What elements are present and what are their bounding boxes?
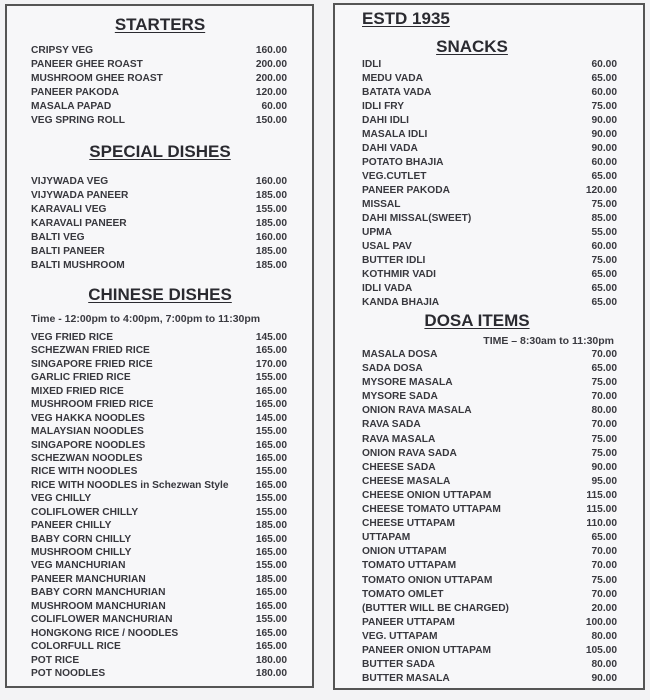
menu-item-price: 90.00 bbox=[591, 129, 617, 140]
menu-item-name: COLIFLOWER MANCHURIAN bbox=[31, 614, 173, 626]
menu-item bbox=[362, 644, 617, 658]
menu-item bbox=[362, 184, 617, 198]
menu-item bbox=[31, 654, 287, 667]
menu-item-price: 145.00 bbox=[255, 412, 287, 424]
menu-item-price: 165.00 bbox=[255, 600, 287, 612]
menu-item-price: 60.00 bbox=[261, 101, 287, 112]
menu-item bbox=[31, 344, 287, 357]
menu-item-name: BALTI PANEER bbox=[31, 246, 105, 257]
menu-item bbox=[31, 259, 287, 273]
menu-item-price: 155.00 bbox=[255, 560, 287, 572]
menu-item-name: TOMATO OMLET bbox=[362, 588, 444, 600]
menu-item-name: VEG SPRING ROLL bbox=[31, 115, 125, 126]
menu-item-name: ONION UTTAPAM bbox=[362, 546, 447, 558]
menu-item bbox=[31, 189, 287, 203]
menu-item-name: MALAYSIAN NOODLES bbox=[31, 426, 144, 438]
menu-item-price: 185.00 bbox=[255, 190, 287, 201]
menu-item bbox=[31, 573, 287, 586]
menu-item bbox=[31, 385, 287, 398]
menu-item-price: 160.00 bbox=[255, 176, 287, 187]
menu-item-name: POT NOODLES bbox=[31, 667, 106, 679]
chinese-dishes-list bbox=[31, 331, 287, 680]
menu-item-price: 155.00 bbox=[255, 614, 287, 626]
menu-item-price: 185.00 bbox=[255, 260, 287, 271]
menu-item bbox=[31, 479, 287, 492]
menu-item-name: BUTTER SADA bbox=[362, 659, 436, 671]
menu-item bbox=[362, 602, 617, 616]
dosa-items-heading: DOSA ITEMS bbox=[424, 311, 530, 330]
menu-item-price: 80.00 bbox=[591, 630, 617, 642]
menu-item bbox=[31, 44, 287, 58]
menu-item-price: 65.00 bbox=[591, 297, 617, 308]
menu-item-name: IDLI FRY bbox=[362, 101, 405, 112]
menu-item-price: 200.00 bbox=[255, 73, 287, 84]
menu-item-name: DAHI MISSAL(SWEET) bbox=[362, 213, 472, 224]
menu-item-price: 180.00 bbox=[255, 667, 287, 679]
menu-item-name: PANEER PAKODA bbox=[362, 185, 450, 196]
menu-item-name: COLIFLOWER CHILLY bbox=[31, 506, 139, 518]
menu-item-name: SINGAPORE FRIED RICE bbox=[31, 358, 153, 370]
menu-item-price: 165.00 bbox=[255, 439, 287, 451]
menu-item bbox=[362, 545, 617, 559]
menu-item bbox=[31, 371, 287, 384]
menu-item-price: 105.00 bbox=[585, 644, 617, 656]
menu-item-price: 60.00 bbox=[591, 157, 617, 168]
menu-item bbox=[362, 212, 617, 226]
menu-item-name: VEG.CUTLET bbox=[362, 171, 427, 182]
menu-item bbox=[362, 433, 617, 447]
menu-item-price: 65.00 bbox=[591, 283, 617, 294]
menu-item-price: 90.00 bbox=[591, 673, 617, 685]
menu-item bbox=[362, 390, 617, 404]
menu-item-price: 75.00 bbox=[591, 255, 617, 266]
menu-item-price: 165.00 bbox=[255, 547, 287, 558]
menu-item-name: HONGKONG RICE / NOODLES bbox=[31, 627, 179, 639]
menu-item-name: CRIPSY VEG bbox=[31, 45, 94, 56]
menu-item-name: IDLI VADA bbox=[362, 283, 413, 294]
menu-item-name: TOMATO UTTAPAM bbox=[362, 560, 457, 572]
menu-item bbox=[362, 588, 617, 602]
established-year: ESTD 1935 bbox=[362, 9, 450, 28]
menu-item bbox=[31, 640, 287, 653]
menu-item-name: PANEER GHEE ROAST bbox=[31, 59, 143, 70]
starters-list bbox=[31, 44, 287, 128]
menu-item-name: MUSHROOM GHEE ROAST bbox=[31, 73, 163, 84]
menu-item bbox=[31, 452, 287, 465]
menu-item-name: VEG HAKKA NOODLES bbox=[31, 412, 145, 424]
menu-item-price: 165.00 bbox=[255, 587, 287, 599]
menu-item-price: 160.00 bbox=[255, 232, 287, 243]
menu-item bbox=[362, 100, 617, 114]
menu-item-price: 165.00 bbox=[255, 533, 287, 545]
menu-item-price: 165.00 bbox=[255, 385, 287, 397]
menu-item-name: VIJYWADA VEG bbox=[31, 176, 109, 187]
menu-item-name: COLORFULL RICE bbox=[31, 641, 121, 653]
menu-item-name: KANDA BHAJIA bbox=[362, 297, 440, 308]
menu-item bbox=[31, 425, 287, 438]
menu-item-name: BUTTER MASALA bbox=[362, 673, 450, 685]
menu-item-price: 70.00 bbox=[591, 419, 617, 431]
menu-item-name: MUSHROOM FRIED RICE bbox=[31, 399, 154, 411]
menu-item-name: RICE WITH NOODLES bbox=[31, 466, 138, 478]
menu-item bbox=[31, 398, 287, 411]
menu-item-name: TOMATO ONION UTTAPAM bbox=[362, 574, 493, 586]
menu-item-name: SCHEZWAN NOODLES bbox=[31, 452, 143, 464]
menu-item bbox=[31, 533, 287, 546]
menu-item-price: 65.00 bbox=[591, 73, 617, 84]
menu-item bbox=[31, 114, 287, 128]
chinese-dishes-heading: CHINESE DISHES bbox=[88, 285, 232, 304]
menu-item-name: DAHI IDLI bbox=[362, 115, 409, 126]
menu-item-price: 120.00 bbox=[255, 87, 287, 98]
menu-item-price: 90.00 bbox=[591, 115, 617, 126]
menu-item-price: 20.00 bbox=[591, 602, 617, 614]
menu-item-price: 70.00 bbox=[591, 588, 617, 600]
menu-item bbox=[31, 559, 287, 572]
menu-item bbox=[31, 613, 287, 626]
menu-item-price: 165.00 bbox=[255, 345, 287, 357]
menu-item bbox=[362, 418, 617, 432]
menu-item-name: BALTI MUSHROOM bbox=[31, 260, 125, 271]
menu-item bbox=[362, 489, 617, 503]
menu-item bbox=[31, 331, 287, 344]
menu-item bbox=[362, 282, 617, 296]
menu-item-price: 155.00 bbox=[255, 372, 287, 384]
menu-item-name: CHEESE ONION UTTAPAM bbox=[362, 489, 492, 501]
menu-item-name: BUTTER IDLI bbox=[362, 255, 426, 266]
menu-item-price: 120.00 bbox=[585, 185, 617, 196]
menu-item-price: 80.00 bbox=[591, 659, 617, 671]
menu-item bbox=[362, 254, 617, 268]
menu-item bbox=[362, 240, 617, 254]
menu-item bbox=[31, 231, 287, 245]
menu-item-name: BABY CORN MANCHURIAN bbox=[31, 587, 166, 599]
menu-item-price: 65.00 bbox=[591, 171, 617, 182]
menu-item bbox=[362, 348, 617, 362]
menu-item-name: (BUTTER WILL BE CHARGED) bbox=[362, 602, 509, 614]
menu-item-name: MEDU VADA bbox=[362, 73, 423, 84]
menu-item bbox=[362, 72, 617, 86]
menu-item-name: DAHI VADA bbox=[362, 143, 418, 154]
menu-item bbox=[362, 503, 617, 517]
menu-item-name: MYSORE MASALA bbox=[362, 377, 453, 389]
menu-item-name: CHEESE TOMATO UTTAPAM bbox=[362, 504, 501, 516]
menu-item-price: 70.00 bbox=[591, 546, 617, 558]
menu-item bbox=[31, 72, 287, 86]
menu-item bbox=[31, 546, 287, 559]
menu-item-name: IDLI bbox=[362, 59, 382, 70]
menu-item-price: 85.00 bbox=[591, 213, 617, 224]
menu-item-name: MASALA PAPAD bbox=[31, 101, 112, 112]
menu-item-price: 70.00 bbox=[591, 349, 617, 360]
menu-item-price: 55.00 bbox=[591, 227, 617, 238]
menu-item-name: RAVA MASALA bbox=[362, 433, 436, 445]
menu-item bbox=[362, 114, 617, 128]
menu-item bbox=[31, 412, 287, 425]
menu-item bbox=[362, 447, 617, 461]
menu-item-price: 180.00 bbox=[255, 654, 287, 666]
menu-item-name: MYSORE SADA bbox=[362, 391, 438, 403]
menu-item-price: 60.00 bbox=[591, 59, 617, 70]
menu-item-name: PANEER ONION UTTAPAM bbox=[362, 644, 492, 656]
menu-item bbox=[362, 86, 617, 100]
menu-item bbox=[362, 658, 617, 672]
menu-item bbox=[362, 574, 617, 588]
menu-item-price: 100.00 bbox=[585, 616, 617, 628]
menu-item-price: 90.00 bbox=[591, 461, 617, 473]
menu-item-name: CHEESE SADA bbox=[362, 461, 436, 473]
menu-item-name: SINGAPORE NOODLES bbox=[31, 439, 146, 451]
menu-item-price: 155.00 bbox=[255, 506, 287, 518]
menu-item-name: ONION RAVA MASALA bbox=[362, 405, 472, 417]
menu-item-name: KOTHMIR VADI bbox=[362, 269, 436, 280]
menu-item-name: MIXED FRIED RICE bbox=[31, 385, 124, 397]
menu-item-price: 115.00 bbox=[586, 504, 617, 516]
menu-item-name: SADA DOSA bbox=[362, 363, 423, 375]
menu-item bbox=[362, 461, 617, 475]
menu-item-name: KARAVALI VEG bbox=[31, 204, 107, 215]
starters-heading: STARTERS bbox=[114, 15, 206, 34]
dosa-timing: TIME – 8:30am to 11:30pm bbox=[483, 335, 614, 347]
menu-item-price: 75.00 bbox=[591, 433, 617, 445]
menu-item-price: 80.00 bbox=[591, 405, 617, 417]
menu-item-price: 165.00 bbox=[255, 641, 287, 653]
menu-item-name: SCHEZWAN FRIED RICE bbox=[31, 345, 150, 357]
menu-item bbox=[362, 142, 617, 156]
menu-item bbox=[31, 492, 287, 505]
menu-item-price: 150.00 bbox=[255, 115, 287, 126]
menu-item-name: PANEER CHILLY bbox=[31, 520, 112, 532]
menu-item bbox=[31, 439, 287, 452]
menu-item-price: 110.00 bbox=[586, 518, 617, 530]
special-dishes-heading: SPECIAL DISHES bbox=[89, 142, 231, 161]
menu-item-price: 75.00 bbox=[591, 574, 617, 586]
menu-item-price: 65.00 bbox=[591, 363, 617, 375]
menu-item bbox=[362, 376, 617, 390]
menu-item bbox=[31, 217, 287, 231]
menu-item-price: 160.00 bbox=[255, 45, 287, 56]
menu-item bbox=[31, 86, 287, 100]
menu-item-price: 115.00 bbox=[586, 489, 617, 501]
menu-item bbox=[31, 667, 287, 680]
menu-item-price: 185.00 bbox=[255, 520, 287, 532]
menu-item-price: 155.00 bbox=[255, 466, 287, 478]
menu-item-name: VEG FRIED RICE bbox=[31, 332, 114, 343]
menu-item-name: UPMA bbox=[362, 227, 392, 238]
menu-item-name: VIJYWADA PANEER bbox=[31, 190, 129, 201]
menu-item-price: 155.00 bbox=[255, 204, 287, 215]
menu-item bbox=[362, 559, 617, 573]
menu-item-name: BATATA VADA bbox=[362, 87, 432, 98]
menu-item-price: 185.00 bbox=[255, 573, 287, 585]
snacks-list bbox=[362, 58, 617, 310]
menu-item-price: 90.00 bbox=[591, 143, 617, 154]
menu-item-name: CHEESE UTTAPAM bbox=[362, 518, 456, 530]
menu-item-name: BABY CORN CHILLY bbox=[31, 533, 132, 545]
menu-item-price: 165.00 bbox=[255, 452, 287, 464]
menu-item-price: 165.00 bbox=[255, 399, 287, 411]
menu-item bbox=[31, 58, 287, 72]
menu-item-name: KARAVALI PANEER bbox=[31, 218, 127, 229]
menu-item bbox=[362, 226, 617, 240]
menu-item bbox=[31, 506, 287, 519]
menu-item bbox=[31, 519, 287, 532]
menu-item-price: 75.00 bbox=[591, 447, 617, 459]
menu-item bbox=[362, 517, 617, 531]
menu-item-price: 65.00 bbox=[591, 269, 617, 280]
menu-item-price: 75.00 bbox=[591, 199, 617, 210]
menu-item-price: 60.00 bbox=[591, 87, 617, 98]
menu-item bbox=[362, 672, 617, 686]
menu-item bbox=[31, 600, 287, 613]
special-dishes-list bbox=[31, 175, 287, 273]
menu-item bbox=[31, 358, 287, 371]
menu-item-name: PANEER PAKODA bbox=[31, 87, 119, 98]
menu-item bbox=[362, 58, 617, 72]
menu-item bbox=[362, 630, 617, 644]
menu-item-name: POTATO BHAJIA bbox=[362, 157, 444, 168]
menu-item-price: 95.00 bbox=[591, 475, 617, 487]
menu-item bbox=[362, 156, 617, 170]
menu-item-price: 145.00 bbox=[255, 332, 287, 343]
menu-item bbox=[362, 475, 617, 489]
menu-item bbox=[362, 198, 617, 212]
menu-item-price: 185.00 bbox=[255, 218, 287, 229]
menu-item-price: 155.00 bbox=[255, 493, 287, 505]
menu-item bbox=[31, 465, 287, 478]
menu-item-name: POT RICE bbox=[31, 654, 80, 666]
menu-item-price: 170.00 bbox=[255, 358, 287, 370]
menu-item-name: ONION RAVA SADA bbox=[362, 447, 457, 459]
menu-item-name: RAVA SADA bbox=[362, 419, 421, 431]
menu-item-name: VEG. UTTAPAM bbox=[362, 630, 438, 642]
menu-item bbox=[362, 170, 617, 184]
menu-item-price: 165.00 bbox=[255, 479, 287, 491]
menu-item-name: CHEESE MASALA bbox=[362, 475, 451, 487]
menu-item-name: GARLIC FRIED RICE bbox=[31, 372, 131, 384]
menu-item bbox=[362, 531, 617, 545]
menu-item-name: VEG MANCHURIAN bbox=[31, 560, 126, 572]
menu-item-price: 65.00 bbox=[591, 532, 617, 544]
menu-item-price: 60.00 bbox=[591, 241, 617, 252]
menu-item-price: 70.00 bbox=[591, 560, 617, 572]
menu-item-price: 200.00 bbox=[255, 59, 287, 70]
menu-item bbox=[31, 245, 287, 259]
menu-item-name: USAL PAV bbox=[362, 241, 412, 252]
menu-item-price: 165.00 bbox=[255, 627, 287, 639]
menu-item bbox=[31, 175, 287, 189]
chinese-timing: Time - 12:00pm to 4:00pm, 7:00pm to 11:30pm bbox=[31, 313, 261, 325]
menu-item-name: MASALA IDLI bbox=[362, 129, 428, 140]
menu-item-price: 75.00 bbox=[591, 377, 617, 389]
menu-item-name: BALTI VEG bbox=[31, 232, 85, 243]
menu-item bbox=[31, 586, 287, 599]
menu-item-price: 155.00 bbox=[255, 426, 287, 438]
menu-item-name: MUSHROOM MANCHURIAN bbox=[31, 600, 166, 612]
menu-item-name: MUSHROOM CHILLY bbox=[31, 547, 132, 558]
menu-item-name: MASALA DOSA bbox=[362, 349, 438, 360]
menu-item-name: PANEER UTTAPAM bbox=[362, 616, 455, 628]
dosa-items-list bbox=[362, 348, 617, 686]
menu-item-price: 75.00 bbox=[591, 101, 617, 112]
menu-item bbox=[362, 362, 617, 376]
menu-item-price: 70.00 bbox=[591, 391, 617, 403]
menu-item bbox=[31, 203, 287, 217]
menu-item bbox=[362, 404, 617, 418]
menu-item bbox=[362, 128, 617, 142]
menu-item-name: UTTAPAM bbox=[362, 532, 411, 544]
menu-item bbox=[362, 296, 617, 310]
snacks-heading: SNACKS bbox=[436, 37, 508, 56]
menu-item-name: PANEER MANCHURIAN bbox=[31, 573, 146, 585]
menu-item-name: MISSAL bbox=[362, 199, 401, 210]
menu-item bbox=[362, 616, 617, 630]
menu-item bbox=[31, 100, 287, 114]
menu-item-price: 185.00 bbox=[255, 246, 287, 257]
menu-item-name: VEG CHILLY bbox=[31, 493, 92, 505]
menu-item bbox=[31, 627, 287, 640]
menu-item bbox=[362, 268, 617, 282]
menu-item-name: RICE WITH NOODLES in Schezwan Style bbox=[31, 479, 229, 491]
